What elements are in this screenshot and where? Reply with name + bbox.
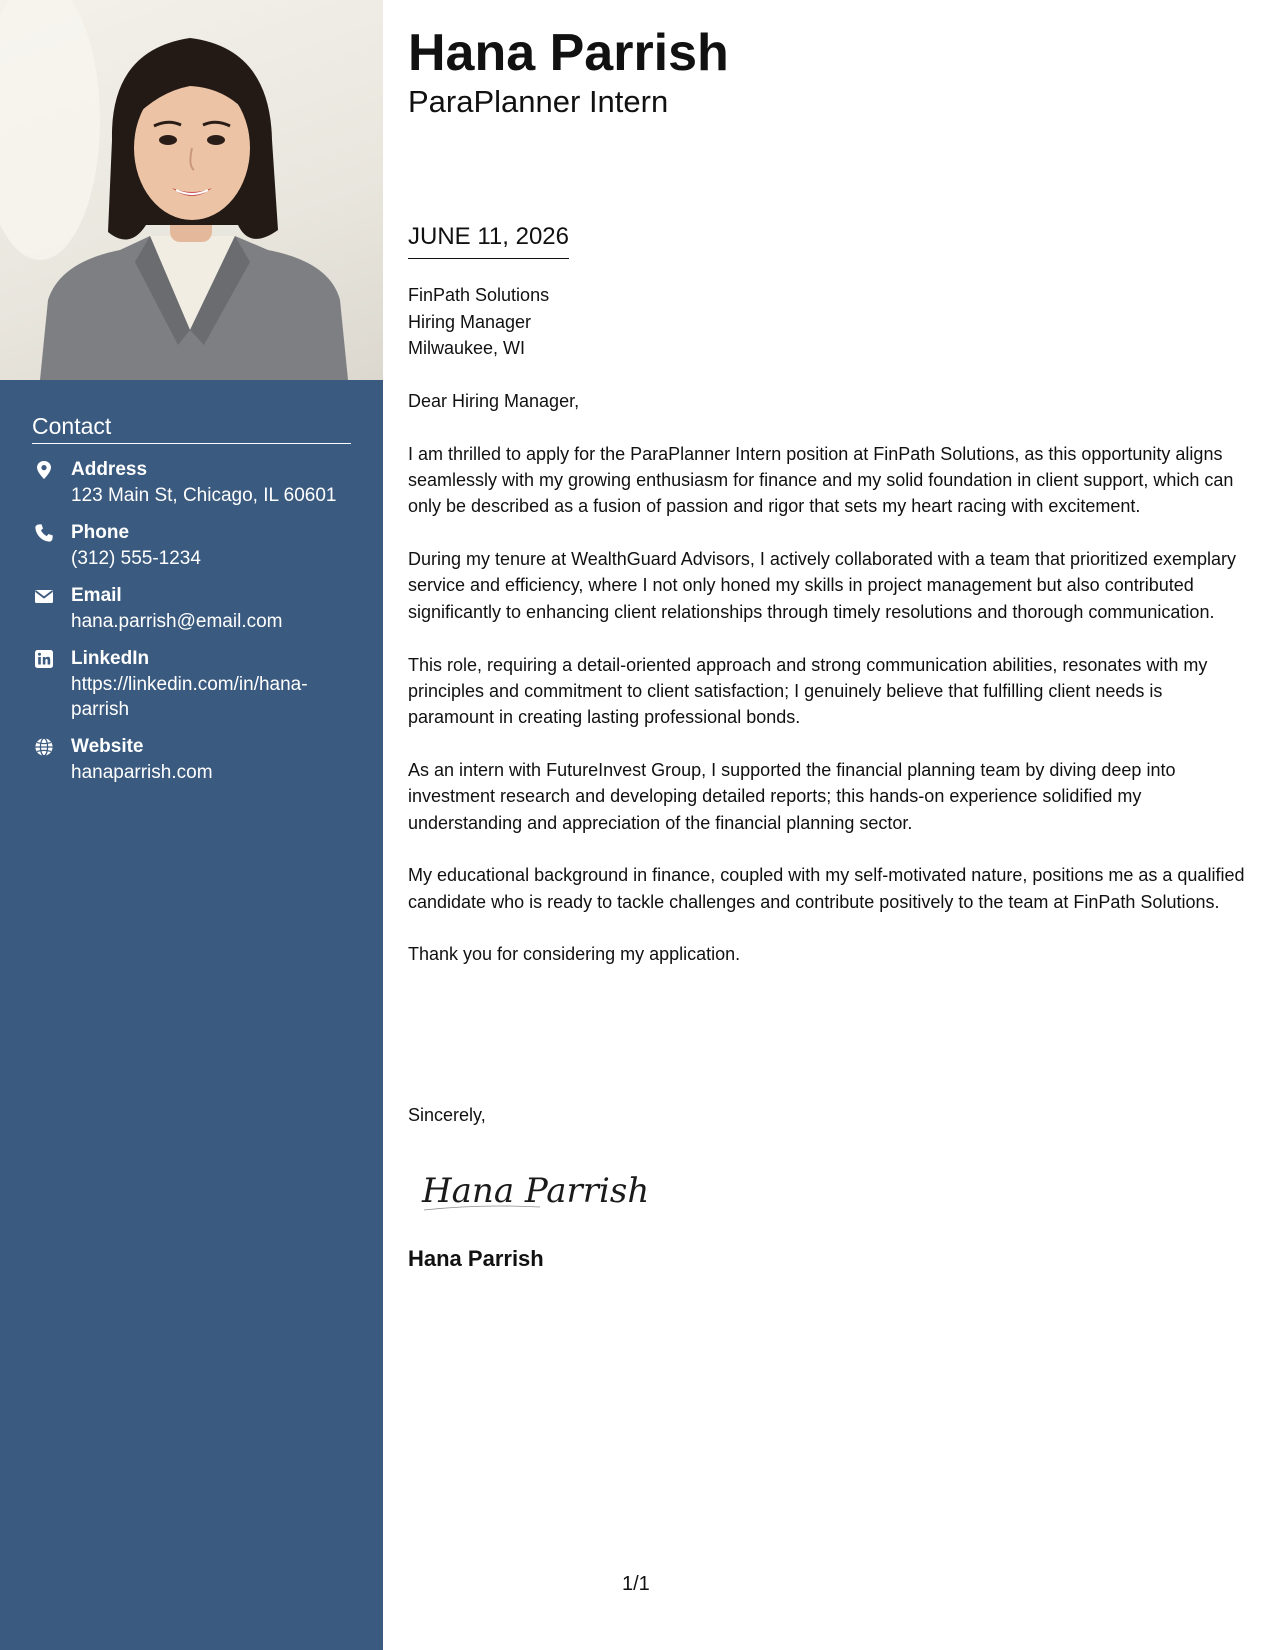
contact-heading: Contact	[32, 412, 351, 444]
page-number: 1/1	[622, 1573, 650, 1595]
sidebar	[0, 0, 383, 1650]
location-pin-icon	[34, 460, 54, 480]
applicant-name: Hana Parrish	[408, 24, 729, 82]
recipient-location: Milwaukee, WI	[408, 338, 526, 358]
envelope-icon	[34, 586, 54, 606]
letter-paragraph: This role, requiring a detail-oriented approach and strong communication abilities, resonates with my principles and commitment to client satisfaction; I genuinely believe that fulfilling client needs is paramount in creating lasting professional bonds.	[408, 654, 1208, 728]
letter-date: JUNE 11, 2026	[408, 222, 569, 259]
recipient-block	[408, 282, 549, 362]
website-value[interactable]: hanaparrish.com	[71, 762, 213, 783]
letter-body	[408, 388, 1253, 994]
linkedin-label: LinkedIn	[71, 648, 150, 669]
signature-text: Hana Parrish	[422, 1171, 650, 1211]
signer-name: Hana Parrish	[408, 1246, 544, 1271]
address-label: Address	[71, 459, 148, 480]
recipient-title: Hiring Manager	[408, 311, 532, 332]
email-label: Email	[71, 585, 122, 606]
profile-photo	[0, 0, 383, 380]
linkedin-value[interactable]: https://linkedin.com/in/hana-parrish	[71, 674, 308, 720]
letter-paragraph: During my tenure at WealthGuard Advisors, I actively collaborated with a team that prioritized exemplary service and efficiency, where I not only honed my skills in project management but also contributed significantly to enhancing client relationships through timely resolutions and thorough communication.	[408, 549, 1237, 622]
address-value: 123 Main St, Chicago, IL 60601	[71, 485, 337, 506]
closing: Sincerely,	[408, 1105, 486, 1125]
letter-paragraph: I am thrilled to apply for the ParaPlanner Intern position at FinPath Solutions, as this opportunity aligns seamlessly with my growing enthusiasm for finance and my solid foundation in client support, which can only be described as a fusion of passion and rigor that sets my heart racing with excitement.	[408, 443, 1234, 517]
letter-paragraph: As an intern with FutureInvest Group, I supported the financial planning team by diving deep into investment research and developing detailed reports; this hands-on experience solidified my understanding and appreciation of the financial planning sector.	[408, 759, 1176, 833]
recipient-company: FinPath Solutions	[408, 285, 550, 305]
greeting: Dear Hiring Manager,	[408, 391, 580, 411]
phone-icon	[34, 523, 54, 543]
job-title: ParaPlanner Intern	[408, 84, 669, 119]
linkedin-icon	[34, 649, 54, 669]
globe-icon	[34, 737, 54, 757]
email-value[interactable]: hana.parrish@email.com	[71, 611, 283, 632]
letter-paragraph: Thank you for considering my application.	[408, 944, 741, 965]
handwritten-signature	[420, 1160, 660, 1220]
phone-value: (312) 555-1234	[71, 548, 201, 569]
letter-paragraph: My educational background in finance, coupled with my self-motivated nature, positions me as a qualified candidate who is ready to tackle challenges and contribute positively to the team at FinPath Solutions.	[408, 865, 1245, 912]
website-label: Website	[71, 736, 144, 757]
profile-photo-illustration	[0, 0, 383, 380]
phone-label: Phone	[71, 522, 130, 543]
